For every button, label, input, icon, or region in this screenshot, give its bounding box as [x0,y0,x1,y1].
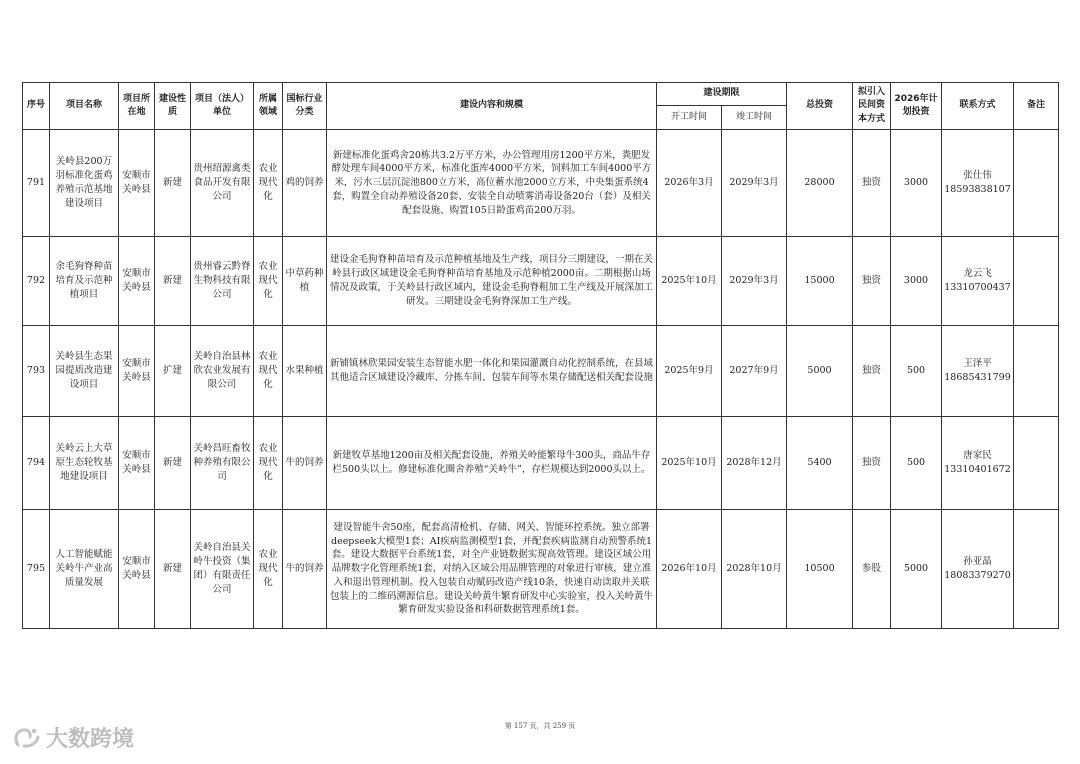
cell-method: 独资 [853,237,891,326]
cell-industry: 牛的饲养 [283,510,327,629]
cell-field: 农业现代化 [254,130,283,237]
cell-owner: 关岭自治县关岭牛投资（集团）有限责任公司 [191,510,254,629]
contact-name: 孙亚晶 [963,556,992,568]
cell-end: 2027年9月 [722,326,787,417]
cell-location: 安顺市关岭县 [119,237,155,326]
cell-name: 关岭云上大草原生态轮牧基地建设项目 [50,417,119,510]
cell-field: 农业现代化 [254,237,283,326]
cell-contact [942,510,1014,629]
cell-start: 2025年10月 [657,417,722,510]
cell-seq: 791 [23,130,50,237]
header-owner: 项目（法人）单位 [191,83,254,130]
cell-nature: 新建 [155,130,191,237]
cell-nature: 新建 [155,237,191,326]
header-remark: 备注 [1014,83,1059,130]
cell-start: 2026年10月 [657,510,722,629]
table-row [23,417,1059,510]
cell-contact [942,130,1014,237]
table-row [23,130,1059,237]
cell-industry: 水果种植 [283,326,327,417]
table-row [23,510,1059,629]
cell-name: 余毛狗脊种苗培育及示范种植项目 [50,237,119,326]
cell-owner: 关岭昌旺畜牧种养殖有限公司 [191,417,254,510]
cell-seq: 795 [23,510,50,629]
cell-start: 2025年9月 [657,326,722,417]
contact-name: 龙云飞 [963,268,992,280]
header-start: 开工时间 [657,106,722,130]
table-row [23,237,1059,326]
header-location: 项目所在地 [119,83,155,130]
header-name: 项目名称 [50,83,119,130]
contact-phone: 13310700437 [944,282,1011,293]
cell-industry: 牛的饲养 [283,417,327,510]
cell-owner: 关岭自治县林欣农业发展有限公司 [191,326,254,417]
contact-name: 唐家民 [963,450,992,462]
cell-seq: 794 [23,417,50,510]
header-method: 拟引入民间资本方式 [853,83,891,130]
cell-location: 安顺市关岭县 [119,417,155,510]
header-plan: 2026年计划投资 [891,83,942,130]
cell-seq: 793 [23,326,50,417]
cell-plan: 3000 [891,237,942,326]
cell-invest: 10500 [787,510,853,629]
cell-seq: 792 [23,237,50,326]
cell-invest: 15000 [787,237,853,326]
cell-location: 安顺市关岭县 [119,326,155,417]
cell-plan: 500 [891,417,942,510]
cell-method: 参股 [853,510,891,629]
cell-plan: 500 [891,326,942,417]
cell-owner: 贵州绍源禽类食品开发有限公司 [191,130,254,237]
cell-remark [1014,417,1059,510]
cell-end: 2029年3月 [722,237,787,326]
cell-industry: 中草药种植 [283,237,327,326]
cell-nature: 扩建 [155,326,191,417]
cell-invest: 5400 [787,417,853,510]
header-period: 建设期限 [657,83,787,106]
cell-name: 关岭县200万羽标准化蛋鸡养殖示范基地建设项目 [50,130,119,237]
header-seq: 序号 [23,83,50,130]
watermark-text: 大数跨境 [46,727,135,752]
cell-remark [1014,130,1059,237]
contact-name: 张仕伟 [963,170,992,182]
cell-field: 农业现代化 [254,417,283,510]
cell-remark [1014,326,1059,417]
page-footer: 第 157 页，共 259 页 [504,722,576,730]
contact-phone: 13310401672 [944,464,1011,475]
header-invest: 总投资 [787,83,853,130]
cell-field: 农业现代化 [254,326,283,417]
header-end: 竣工时间 [722,106,787,130]
cell-nature: 新建 [155,510,191,629]
contact-phone: 18083379270 [944,570,1011,581]
cell-nature: 新建 [155,417,191,510]
cell-end: 2029年3月 [722,130,787,237]
cell-location: 安顺市关岭县 [119,130,155,237]
cell-end: 2028年12月 [722,417,787,510]
cell-content: 建设金毛狗脊种苗培育及示范种植基地及生产线，项目分三期建设，一期在关岭县行政区域建设金毛狗脊种苗培育基地及示范种植2000亩。二期根据山场情况及政策，于关岭县行政区域内，建设金毛狗脊粗加工生产线及开展深加工研发。三期建设金毛狗脊深加工生产线。 [327,237,657,326]
cell-invest: 28000 [787,130,853,237]
header-content: 建设内容和规模 [327,83,657,130]
contact-name: 王泽平 [963,358,992,370]
cell-start: 2026年3月 [657,130,722,237]
header-industry: 国标行业分类 [283,83,327,130]
cell-industry: 鸡的饲养 [283,130,327,237]
contact-phone: 18593838107 [944,184,1011,195]
project-table-sheet [22,82,1058,629]
watermark-logo-icon [12,725,42,751]
cell-field: 农业现代化 [254,510,283,629]
cell-contact [942,417,1014,510]
cell-owner: 贵州睿云黔脊生物科技有限公司 [191,237,254,326]
cell-content: 建设智能牛舍50座，配套高清枪机、存储、网关、智能环控系统。独立部署deepseek大模型1套；AI疾病监测模型1套，并配套疾病监测自动预警系统1套。建设大数据平台系统1套，对全产业链数据实现高效管理。建设区域公用品牌数字化管理系统1套，对纳入区域公用品牌管理的对象进行审核，建立准入和退出管理机制。投入包装自动赋码改造产线10条，快速自动读取并关联包装上的二维码溯源信息。建设关岭黄牛繁育研发中心实验室，投入关岭黄牛繁育研发实验设备和科研数据管理系统1套。 [327,510,657,629]
cell-start: 2025年10月 [657,237,722,326]
cell-plan: 5000 [891,510,942,629]
table-row [23,326,1059,417]
cell-remark [1014,510,1059,629]
cell-end: 2028年10月 [722,510,787,629]
cell-method: 独资 [853,130,891,237]
cell-content: 新建标准化蛋鸡舍20栋共3.2万平方米，办公管理用房1200平方米，粪肥发酵处理车间4000平方米，标准化蛋库4000平方米，饲料加工车间4000平方米，污水三层沉淀池800立方米，高位蓄水池2000立方米，中央集蛋系统4套，购置全自动养殖设备20套、安装全自动喷雾消毒设备20台（套）及相关配套设施、购置105日龄蛋鸡苗200万羽。 [327,130,657,237]
cell-contact [942,326,1014,417]
project-table [22,82,1059,629]
cell-remark [1014,237,1059,326]
cell-invest: 5000 [787,326,853,417]
cell-contact [942,237,1014,326]
cell-method: 独资 [853,326,891,417]
cell-plan: 3000 [891,130,942,237]
header-field: 所属领域 [254,83,283,130]
header-nature: 建设性质 [155,83,191,130]
contact-phone: 18685431799 [944,372,1011,383]
cell-location: 安顺市关岭县 [119,510,155,629]
watermark [12,722,134,753]
cell-content: 新建牧草基地1200亩及相关配套设施，养殖关岭能繁母牛300头，商品牛存栏500头以上。修建标准化圈舍养殖“关岭牛”，存栏规模达到2000头以上。 [327,417,657,510]
cell-name: 人工智能赋能关岭牛产业高质量发展 [50,510,119,629]
header-contact: 联系方式 [942,83,1014,130]
cell-name: 关岭县生态果园提质改造建设项目 [50,326,119,417]
cell-method: 独资 [853,417,891,510]
cell-content: 新铺镇林欣果园安装生态智能水肥一体化和果园灌溉自动化控制系统，在县域其他适合区域建设冷藏库、分拣车间、包装车间等水果存储配送相关配套设施 [327,326,657,417]
